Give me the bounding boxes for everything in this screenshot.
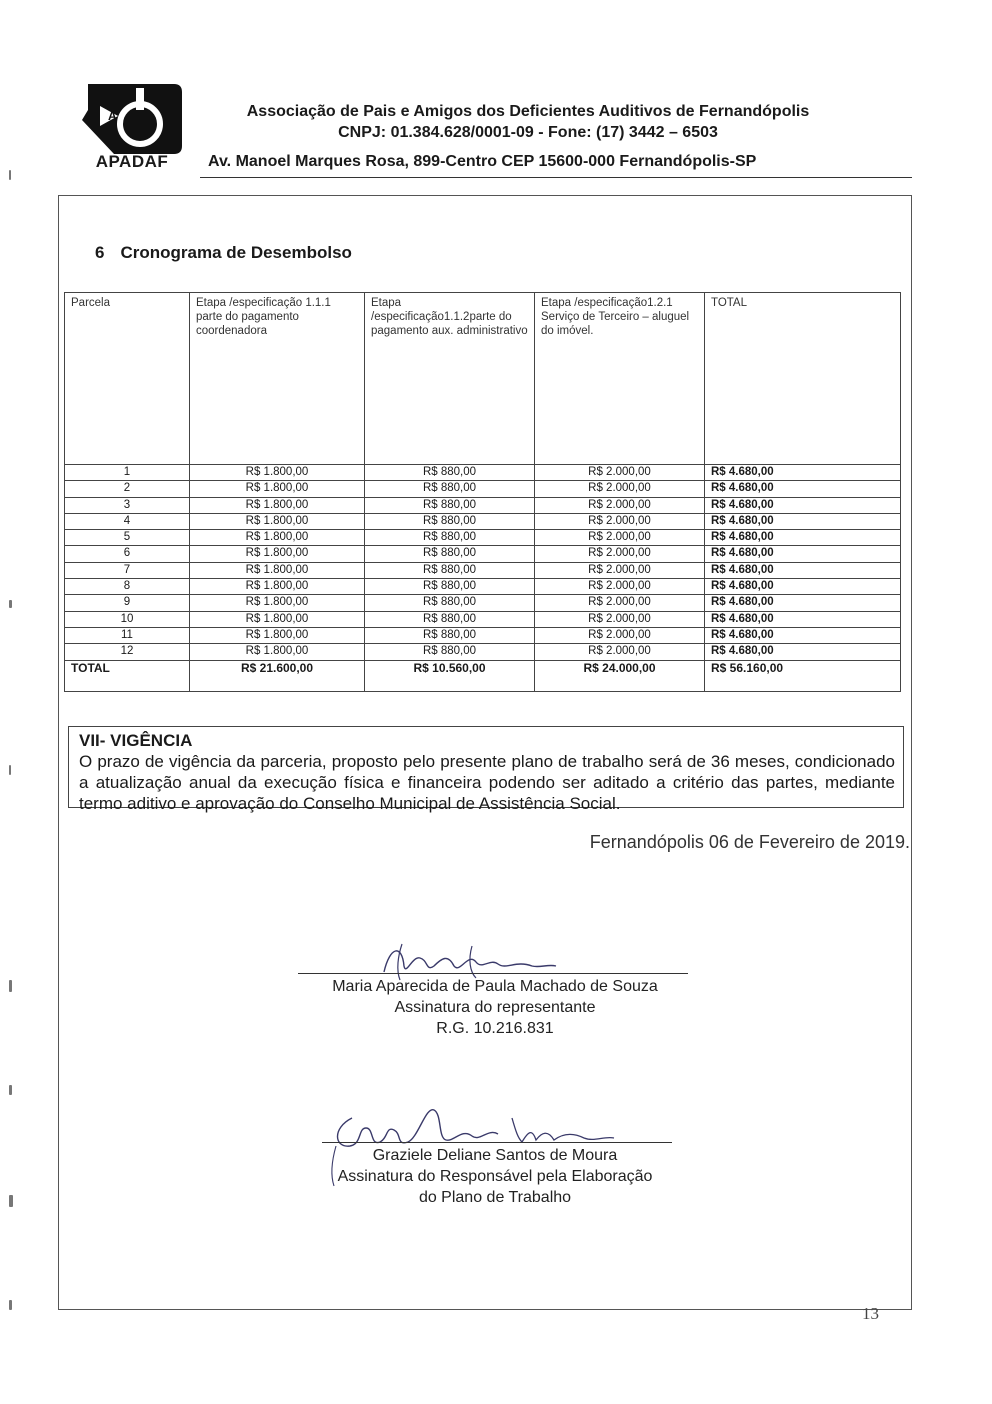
scan-artifact bbox=[9, 980, 12, 992]
vigencia-text: O prazo de vigência da parceria, proposto pelo presente plano de trabalho será de 36 meses, condicionado a atualização anual da execução física e financeira podendo ser aditado a critério das partes, mediante termo aditivo e aprovação do Conselho Municipal de Assistência Social. bbox=[79, 752, 895, 813]
cell-parcela: 9 bbox=[65, 595, 190, 611]
table-row bbox=[65, 481, 901, 497]
cell-total: R$ 4.680,00 bbox=[705, 497, 901, 513]
cell-administrativo: R$ 880,00 bbox=[365, 481, 535, 497]
cell-parcela: 2 bbox=[65, 481, 190, 497]
signature-block-1 bbox=[290, 976, 700, 1039]
scan-artifact bbox=[9, 765, 11, 775]
cell-total: R$ 4.680,00 bbox=[705, 481, 901, 497]
cell-coordenadora: R$ 1.800,00 bbox=[190, 497, 365, 513]
cell-coordenadora: R$ 1.800,00 bbox=[190, 562, 365, 578]
cell-aluguel: R$ 2.000,00 bbox=[535, 644, 705, 660]
cell-parcela: 1 bbox=[65, 465, 190, 481]
svg-text:A: A bbox=[108, 109, 117, 123]
cell-administrativo: R$ 880,00 bbox=[365, 579, 535, 595]
cell-coordenadora: R$ 1.800,00 bbox=[190, 546, 365, 562]
header-etapa-administrativo: Etapa /especificação1.1.2parte do pagamento aux. administrativo bbox=[365, 293, 535, 465]
cell-administrativo: R$ 880,00 bbox=[365, 627, 535, 643]
header-etapa-coordenadora: Etapa /especificação 1.1.1 parte do pagamento coordenadora bbox=[190, 293, 365, 465]
vigencia-title: VII- VIGÊNCIA bbox=[79, 731, 193, 750]
cell-administrativo: R$ 880,00 bbox=[365, 513, 535, 529]
scan-artifact bbox=[9, 1300, 12, 1310]
cell-administrativo: R$ 880,00 bbox=[365, 465, 535, 481]
table-total-row bbox=[65, 660, 901, 691]
cell-total: R$ 4.680,00 bbox=[705, 530, 901, 546]
signer-role-1: Assinatura do representante bbox=[394, 999, 596, 1016]
cell-total: R$ 4.680,00 bbox=[705, 513, 901, 529]
page-frame-left bbox=[58, 195, 59, 1310]
signer-rg-1: R.G. 10.216.831 bbox=[436, 1020, 554, 1037]
cell-parcela: 12 bbox=[65, 644, 190, 660]
cell-total: R$ 4.680,00 bbox=[705, 465, 901, 481]
total-coordenadora: R$ 21.600,00 bbox=[190, 660, 365, 691]
cell-aluguel: R$ 2.000,00 bbox=[535, 530, 705, 546]
table-row bbox=[65, 644, 901, 660]
table-row bbox=[65, 627, 901, 643]
cell-parcela: 8 bbox=[65, 579, 190, 595]
logo-wordmark: APADAF bbox=[95, 152, 169, 171]
header-divider bbox=[200, 177, 912, 178]
organization-name: Associação de Pais e Amigos dos Deficientes Auditivos de Fernandópolis bbox=[246, 103, 810, 120]
cell-parcela: 10 bbox=[65, 611, 190, 627]
cell-coordenadora: R$ 1.800,00 bbox=[190, 465, 365, 481]
signer-role-2: Assinatura do Responsável pela Elaboração bbox=[337, 1168, 653, 1185]
cell-aluguel: R$ 2.000,00 bbox=[535, 481, 705, 497]
scan-artifact bbox=[9, 1195, 13, 1207]
cell-total: R$ 4.680,00 bbox=[705, 579, 901, 595]
table-row bbox=[65, 530, 901, 546]
cell-parcela: 6 bbox=[65, 546, 190, 562]
cell-coordenadora: R$ 1.800,00 bbox=[190, 481, 365, 497]
cell-administrativo: R$ 880,00 bbox=[365, 530, 535, 546]
page-frame-top bbox=[58, 195, 912, 196]
cell-administrativo: R$ 880,00 bbox=[365, 595, 535, 611]
section-heading bbox=[95, 243, 352, 263]
table-row bbox=[65, 562, 901, 578]
table-row bbox=[65, 611, 901, 627]
cell-aluguel: R$ 2.000,00 bbox=[535, 611, 705, 627]
table-header-row bbox=[65, 293, 901, 465]
table-row bbox=[65, 513, 901, 529]
cell-coordenadora: R$ 1.800,00 bbox=[190, 595, 365, 611]
cell-administrativo: R$ 880,00 bbox=[365, 497, 535, 513]
cell-administrativo: R$ 880,00 bbox=[365, 644, 535, 660]
cell-total: R$ 4.680,00 bbox=[705, 644, 901, 660]
cell-total: R$ 4.680,00 bbox=[705, 611, 901, 627]
page-number: 13 bbox=[862, 1304, 879, 1323]
signer-name-2: Graziele Deliane Santos de Moura bbox=[372, 1147, 618, 1164]
cell-coordenadora: R$ 1.800,00 bbox=[190, 611, 365, 627]
cell-parcela: 11 bbox=[65, 627, 190, 643]
section-title: Cronograma de Desembolso bbox=[120, 243, 352, 262]
cell-parcela: 3 bbox=[65, 497, 190, 513]
cell-coordenadora: R$ 1.800,00 bbox=[190, 579, 365, 595]
page-frame-right bbox=[911, 195, 912, 1310]
table-row bbox=[65, 497, 901, 513]
header-total: TOTAL bbox=[705, 293, 901, 465]
cell-aluguel: R$ 2.000,00 bbox=[535, 595, 705, 611]
cell-total: R$ 4.680,00 bbox=[705, 627, 901, 643]
disbursement-table bbox=[64, 292, 901, 692]
total-aluguel: R$ 24.000,00 bbox=[535, 660, 705, 691]
cell-administrativo: R$ 880,00 bbox=[365, 546, 535, 562]
cell-coordenadora: R$ 1.800,00 bbox=[190, 644, 365, 660]
organization-cnpj-phone: CNPJ: 01.384.628/0001-09 - Fone: (17) 3442 – 6503 bbox=[338, 124, 718, 141]
cell-aluguel: R$ 2.000,00 bbox=[535, 579, 705, 595]
cell-total: R$ 4.680,00 bbox=[705, 546, 901, 562]
table-row bbox=[65, 595, 901, 611]
cell-administrativo: R$ 880,00 bbox=[365, 562, 535, 578]
table-row bbox=[65, 465, 901, 481]
cell-total: R$ 4.680,00 bbox=[705, 595, 901, 611]
signer-name-1: Maria Aparecida de Paula Machado de Souza bbox=[332, 978, 658, 995]
total-geral: R$ 56.160,00 bbox=[705, 660, 901, 691]
cell-aluguel: R$ 2.000,00 bbox=[535, 627, 705, 643]
signature-line-2 bbox=[322, 1142, 672, 1143]
signature-line-1 bbox=[298, 973, 688, 974]
cell-total: R$ 4.680,00 bbox=[705, 562, 901, 578]
cell-aluguel: R$ 2.000,00 bbox=[535, 546, 705, 562]
total-label: TOTAL bbox=[65, 660, 190, 691]
table-row bbox=[65, 546, 901, 562]
cell-aluguel: R$ 2.000,00 bbox=[535, 465, 705, 481]
table-row bbox=[65, 579, 901, 595]
cell-administrativo: R$ 880,00 bbox=[365, 611, 535, 627]
signer-role-continued-2: do Plano de Trabalho bbox=[418, 1189, 572, 1206]
header-etapa-aluguel: Etapa /especificação1.2.1 Serviço de Terceiro – aluguel do imóvel. bbox=[535, 293, 705, 465]
cell-aluguel: R$ 2.000,00 bbox=[535, 562, 705, 578]
signature-block-2 bbox=[300, 1145, 690, 1208]
organization-address: Av. Manoel Marques Rosa, 899-Centro CEP 15600-000 Fernandópolis-SP bbox=[208, 153, 757, 170]
cell-coordenadora: R$ 1.800,00 bbox=[190, 530, 365, 546]
cell-aluguel: R$ 2.000,00 bbox=[535, 513, 705, 529]
cell-parcela: 4 bbox=[65, 513, 190, 529]
scan-artifact bbox=[9, 600, 12, 608]
section-number: 6 bbox=[95, 243, 105, 262]
header-parcela: Parcela bbox=[65, 293, 190, 465]
total-administrativo: R$ 10.560,00 bbox=[365, 660, 535, 691]
cell-parcela: 5 bbox=[65, 530, 190, 546]
cell-coordenadora: R$ 1.800,00 bbox=[190, 513, 365, 529]
cell-parcela: 7 bbox=[65, 562, 190, 578]
date-line: Fernandópolis 06 de Fevereiro de 2019. bbox=[589, 832, 910, 852]
scan-artifact bbox=[9, 1085, 12, 1095]
cell-aluguel: R$ 2.000,00 bbox=[535, 497, 705, 513]
organization-logo bbox=[78, 80, 186, 158]
cell-coordenadora: R$ 1.800,00 bbox=[190, 627, 365, 643]
page-frame-bottom bbox=[58, 1309, 912, 1310]
scan-artifact bbox=[9, 170, 11, 180]
